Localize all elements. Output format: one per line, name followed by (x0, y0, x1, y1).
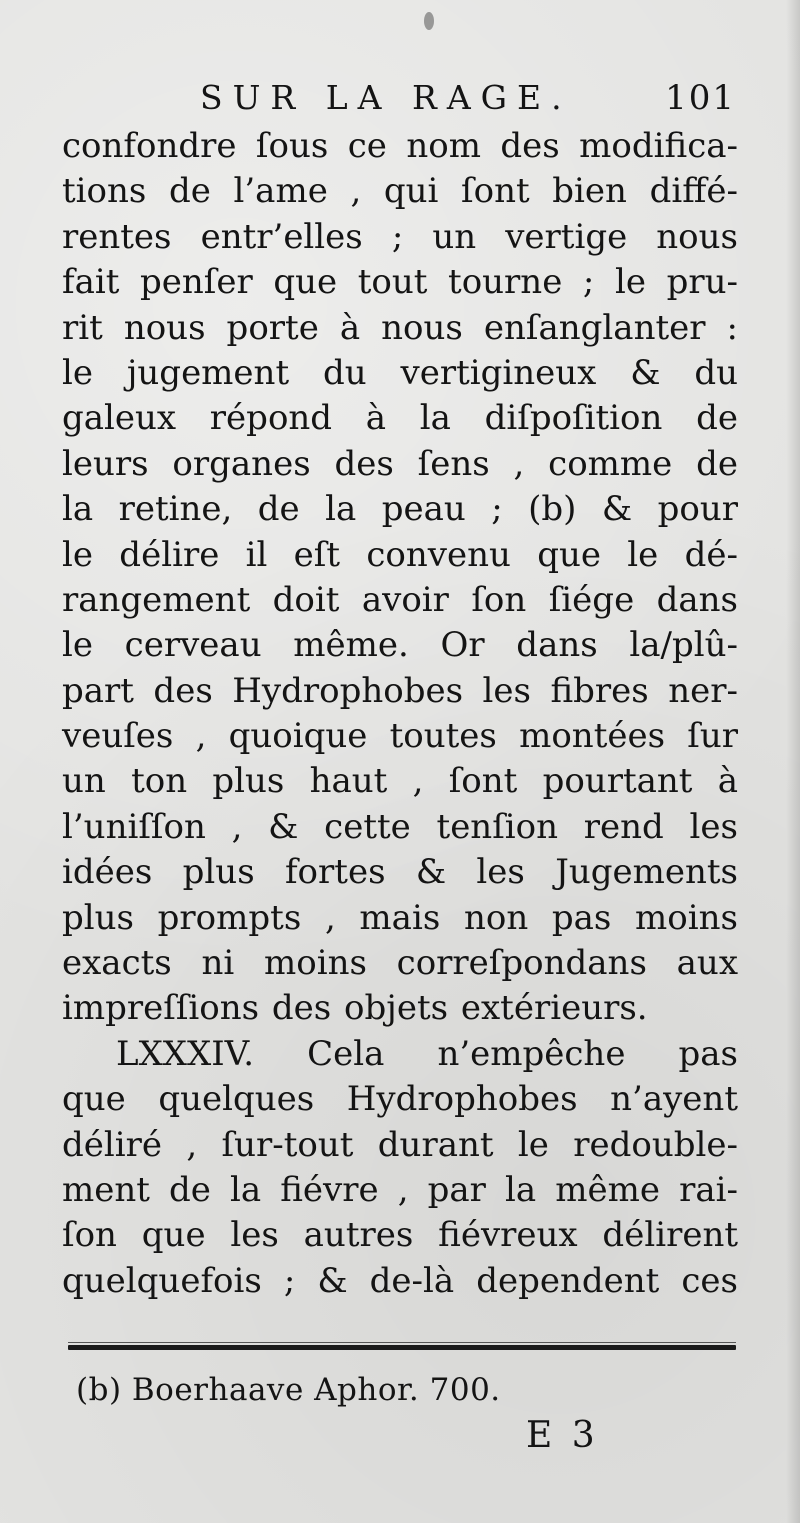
text-line: veuſes , quoique toutes montées ſur (62, 716, 738, 757)
text-line: plus prompts , mais non pas moins (62, 897, 738, 938)
running-head (200, 78, 740, 122)
text-line: rentes entr’elles ; un vertige nous (62, 216, 738, 257)
text-line: idées plus fortes & les Jugements (62, 852, 738, 893)
text-line: quelquefois ; & de-là dependent ces (62, 1260, 738, 1301)
page-edge-shadow (786, 0, 800, 1523)
text-line: déliré , ſur-tout durant le redouble- (62, 1124, 738, 1165)
text-line: ſon que les autres fiévreux délirent (62, 1215, 738, 1256)
text-line: confondre ſous ce nom des modifica- (62, 126, 738, 166)
section-heading-line: LXXXIV. Cela n’empêche pas (116, 1033, 738, 1074)
text-line: exacts ni moins correſpondans aux (62, 943, 738, 984)
text-line: que quelques Hydrophobes n’ayent (62, 1079, 738, 1120)
running-head-title: SUR LA RAGE. (200, 78, 572, 117)
text-line: ment de la fiévre , par la même rai- (62, 1169, 738, 1210)
text-line: rit nous porte à nous enſanglanter : (62, 307, 738, 348)
text-line: rangement doit avoir ſon ſiége dans (62, 579, 738, 620)
text-line: le délire il eſt convenu que le dé- (62, 534, 738, 575)
footnote-rule-thin (68, 1342, 736, 1343)
text-line: fait penſer que tout tourne ; le pru- (62, 262, 738, 303)
footnote: (b) Boerhaave Aphor. 700. (76, 1372, 501, 1408)
text-line: la retine, de la peau ; (b) & pour (62, 489, 738, 530)
text-line: leurs organes des ſens , comme de (62, 443, 738, 484)
text-line: l’uniſſon , & cette tenſion rend les (62, 806, 738, 847)
text-line: un ton plus haut , ſont pourtant à (62, 761, 738, 802)
text-line: impreſſions des objets extérieurs. (62, 988, 648, 1029)
footnote-rule (68, 1345, 736, 1350)
text-line: part des Hydrophobes les fibres ner- (62, 670, 738, 711)
text-line: galeux répond à la diſpoſition de (62, 398, 738, 439)
page-number: 101 (665, 78, 736, 118)
body-text (62, 124, 738, 1304)
text-line: le cerveau même. Or dans la/plû- (62, 625, 738, 666)
signature-mark: E 3 (526, 1415, 599, 1456)
ink-spot (424, 12, 434, 30)
text-line: le jugement du vertigineux & du (62, 352, 738, 393)
text-line: tions de l’ame , qui ſont bien diffé- (62, 171, 738, 212)
